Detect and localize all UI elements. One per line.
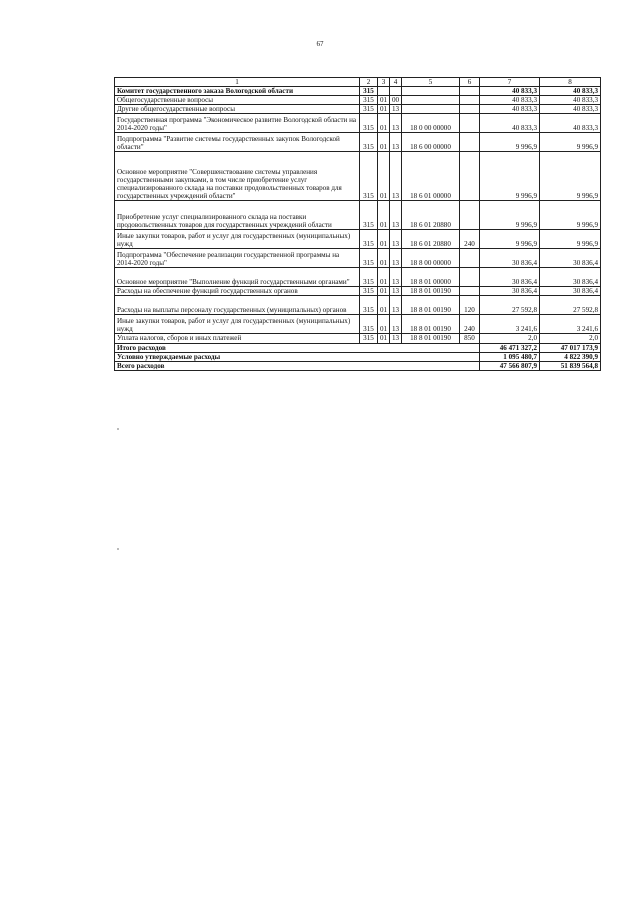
code-cell: 315 <box>360 268 378 287</box>
code-cell: 01 <box>378 133 390 152</box>
code-cell: 01 <box>378 96 390 105</box>
code-cell: 13 <box>390 230 402 249</box>
code-cell: 01 <box>378 105 390 114</box>
code-cell: 850 <box>460 334 480 343</box>
row-name-cell: Подпрограмма "Развитие системы государственных закупок Вологодской области" <box>115 133 360 152</box>
code-cell: 18 8 00 00000 <box>402 249 460 268</box>
code-cell: 315 <box>360 114 378 133</box>
code-cell <box>460 87 480 96</box>
amount-cell: 30 836,4 <box>540 249 601 268</box>
amount-cell: 2,0 <box>540 334 601 343</box>
total-amount-cell: 47 017 173,9 <box>540 343 601 352</box>
code-cell: 315 <box>360 87 378 96</box>
table-row <box>115 249 601 268</box>
amount-cell: 40 833,3 <box>540 105 601 114</box>
code-cell <box>460 152 480 201</box>
code-cell <box>402 105 460 114</box>
code-cell <box>402 87 460 96</box>
code-cell: 01 <box>378 152 390 201</box>
code-cell: 01 <box>378 268 390 287</box>
code-cell <box>460 249 480 268</box>
code-cell: 315 <box>360 315 378 334</box>
row-name-cell: Другие общегосударственные вопросы <box>115 105 360 114</box>
code-cell: 315 <box>360 249 378 268</box>
code-cell: 18 6 01 20880 <box>402 201 460 230</box>
table-row <box>115 287 601 296</box>
code-cell: 13 <box>390 114 402 133</box>
code-cell: 01 <box>378 230 390 249</box>
column-header: 1 <box>115 78 360 87</box>
code-cell: 13 <box>390 249 402 268</box>
table-row <box>115 230 601 249</box>
code-cell: 00 <box>390 96 402 105</box>
code-cell: 18 8 01 00190 <box>402 296 460 315</box>
amount-cell: 30 836,4 <box>540 287 601 296</box>
total-row <box>115 343 601 352</box>
amount-cell: 30 836,4 <box>480 268 540 287</box>
row-name-cell: Иные закупки товаров, работ и услуг для государственных (муниципальных) нужд <box>115 315 360 334</box>
row-name-cell: Расходы на выплаты персоналу государственных (муниципальных) органов <box>115 296 360 315</box>
code-cell: 120 <box>460 296 480 315</box>
amount-cell: 40 833,3 <box>540 96 601 105</box>
amount-cell: 9 996,9 <box>540 152 601 201</box>
amount-cell: 30 836,4 <box>480 287 540 296</box>
table-row <box>115 133 601 152</box>
code-cell: 18 6 01 00000 <box>402 152 460 201</box>
total-amount-cell: 46 471 327,2 <box>480 343 540 352</box>
code-cell: 01 <box>378 334 390 343</box>
amount-cell: 9 996,9 <box>540 230 601 249</box>
code-cell <box>460 201 480 230</box>
code-cell: 18 8 01 00190 <box>402 315 460 334</box>
row-name-cell: Общегосударственные вопросы <box>115 96 360 105</box>
code-cell: 315 <box>360 96 378 105</box>
column-header: 5 <box>402 78 460 87</box>
code-cell: 01 <box>378 114 390 133</box>
row-name-cell: Подпрограмма "Обеспечение реализации государственной программы на 2014-2020 годы" <box>115 249 360 268</box>
table-row <box>115 315 601 334</box>
code-cell: 315 <box>360 133 378 152</box>
column-header: 6 <box>460 78 480 87</box>
code-cell: 315 <box>360 296 378 315</box>
row-name-cell: Комитет государственного заказа Вологодской области <box>115 87 360 96</box>
code-cell: 01 <box>378 315 390 334</box>
table-row <box>115 296 601 315</box>
code-cell <box>378 87 390 96</box>
code-cell: 13 <box>390 334 402 343</box>
column-header: 2 <box>360 78 378 87</box>
code-cell: 13 <box>390 315 402 334</box>
code-cell: 315 <box>360 230 378 249</box>
code-cell: 315 <box>360 152 378 201</box>
table-row <box>115 105 601 114</box>
code-cell: 13 <box>390 201 402 230</box>
amount-cell: 9 996,9 <box>540 133 601 152</box>
code-cell: 13 <box>390 133 402 152</box>
code-cell <box>460 268 480 287</box>
amount-cell: 3 241,6 <box>480 315 540 334</box>
code-cell: 18 8 01 00000 <box>402 268 460 287</box>
code-cell: 13 <box>390 296 402 315</box>
total-label-cell: Условно утверждаемые расходы <box>115 352 480 361</box>
code-cell <box>460 133 480 152</box>
column-header: 3 <box>378 78 390 87</box>
code-cell <box>460 96 480 105</box>
code-cell: 18 6 01 20880 <box>402 230 460 249</box>
amount-cell: 9 996,9 <box>480 230 540 249</box>
code-cell: 315 <box>360 105 378 114</box>
code-cell <box>402 96 460 105</box>
amount-cell: 40 833,3 <box>480 87 540 96</box>
scan-speck <box>117 428 119 430</box>
code-cell: 18 0 00 00000 <box>402 114 460 133</box>
total-amount-cell: 4 822 390,9 <box>540 352 601 361</box>
amount-cell: 9 996,9 <box>480 201 540 230</box>
amount-cell: 9 996,9 <box>480 133 540 152</box>
code-cell: 13 <box>390 268 402 287</box>
total-row <box>115 352 601 361</box>
table-row <box>115 114 601 133</box>
row-name-cell: Основное мероприятие "Совершенствование системы управления государственными закупками, в том числе приобретение услуг специализированного склада на поставки продовольственных товаров для государственных учреждений области" <box>115 152 360 201</box>
table-header-row <box>115 78 601 87</box>
code-cell <box>460 114 480 133</box>
total-label-cell: Всего расходов <box>115 361 480 370</box>
code-cell: 13 <box>390 105 402 114</box>
table-row <box>115 87 601 96</box>
amount-cell: 40 833,3 <box>540 87 601 96</box>
amount-cell: 40 833,3 <box>540 114 601 133</box>
amount-cell: 2,0 <box>480 334 540 343</box>
total-amount-cell: 1 095 480,7 <box>480 352 540 361</box>
row-name-cell: Приобретение услуг специализированного склада на поставки продовольственных товаров для государственных учреждений области <box>115 201 360 230</box>
row-name-cell: Иные закупки товаров, работ и услуг для государственных (муниципальных) нужд <box>115 230 360 249</box>
amount-cell: 30 836,4 <box>540 268 601 287</box>
code-cell: 13 <box>390 287 402 296</box>
code-cell <box>390 87 402 96</box>
column-header: 7 <box>480 78 540 87</box>
code-cell: 01 <box>378 296 390 315</box>
code-cell <box>460 105 480 114</box>
amount-cell: 27 592,8 <box>480 296 540 315</box>
total-label-cell: Итого расходов <box>115 343 480 352</box>
total-row <box>115 361 601 370</box>
table-row <box>115 268 601 287</box>
code-cell: 315 <box>360 287 378 296</box>
amount-cell: 40 833,3 <box>480 114 540 133</box>
row-name-cell: Уплата налогов, сборов и иных платежей <box>115 334 360 343</box>
scan-speck <box>117 548 119 550</box>
column-header: 4 <box>390 78 402 87</box>
total-amount-cell: 51 839 564,8 <box>540 361 601 370</box>
amount-cell: 40 833,3 <box>480 105 540 114</box>
row-name-cell: Государственная программа "Экономическое развитие Вологодской области на 2014-2020 годы" <box>115 114 360 133</box>
budget-table <box>114 77 601 371</box>
table-row <box>115 201 601 230</box>
code-cell: 01 <box>378 249 390 268</box>
amount-cell: 30 836,4 <box>480 249 540 268</box>
code-cell: 315 <box>360 201 378 230</box>
code-cell: 18 6 00 00000 <box>402 133 460 152</box>
row-name-cell: Расходы на обеспечение функций государственных органов <box>115 287 360 296</box>
table-row <box>115 334 601 343</box>
table-row <box>115 96 601 105</box>
code-cell: 01 <box>378 201 390 230</box>
column-header: 8 <box>540 78 601 87</box>
code-cell: 240 <box>460 230 480 249</box>
amount-cell: 40 833,3 <box>480 96 540 105</box>
code-cell: 18 8 01 00190 <box>402 287 460 296</box>
page-number: 67 <box>316 40 324 48</box>
total-amount-cell: 47 566 807,9 <box>480 361 540 370</box>
amount-cell: 9 996,9 <box>540 201 601 230</box>
code-cell: 18 8 01 00190 <box>402 334 460 343</box>
code-cell: 13 <box>390 152 402 201</box>
table-row <box>115 152 601 201</box>
amount-cell: 9 996,9 <box>480 152 540 201</box>
code-cell: 315 <box>360 334 378 343</box>
row-name-cell: Основное мероприятие "Выполнение функций государственными органами" <box>115 268 360 287</box>
amount-cell: 27 592,8 <box>540 296 601 315</box>
amount-cell: 3 241,6 <box>540 315 601 334</box>
code-cell: 240 <box>460 315 480 334</box>
code-cell <box>460 287 480 296</box>
code-cell: 01 <box>378 287 390 296</box>
